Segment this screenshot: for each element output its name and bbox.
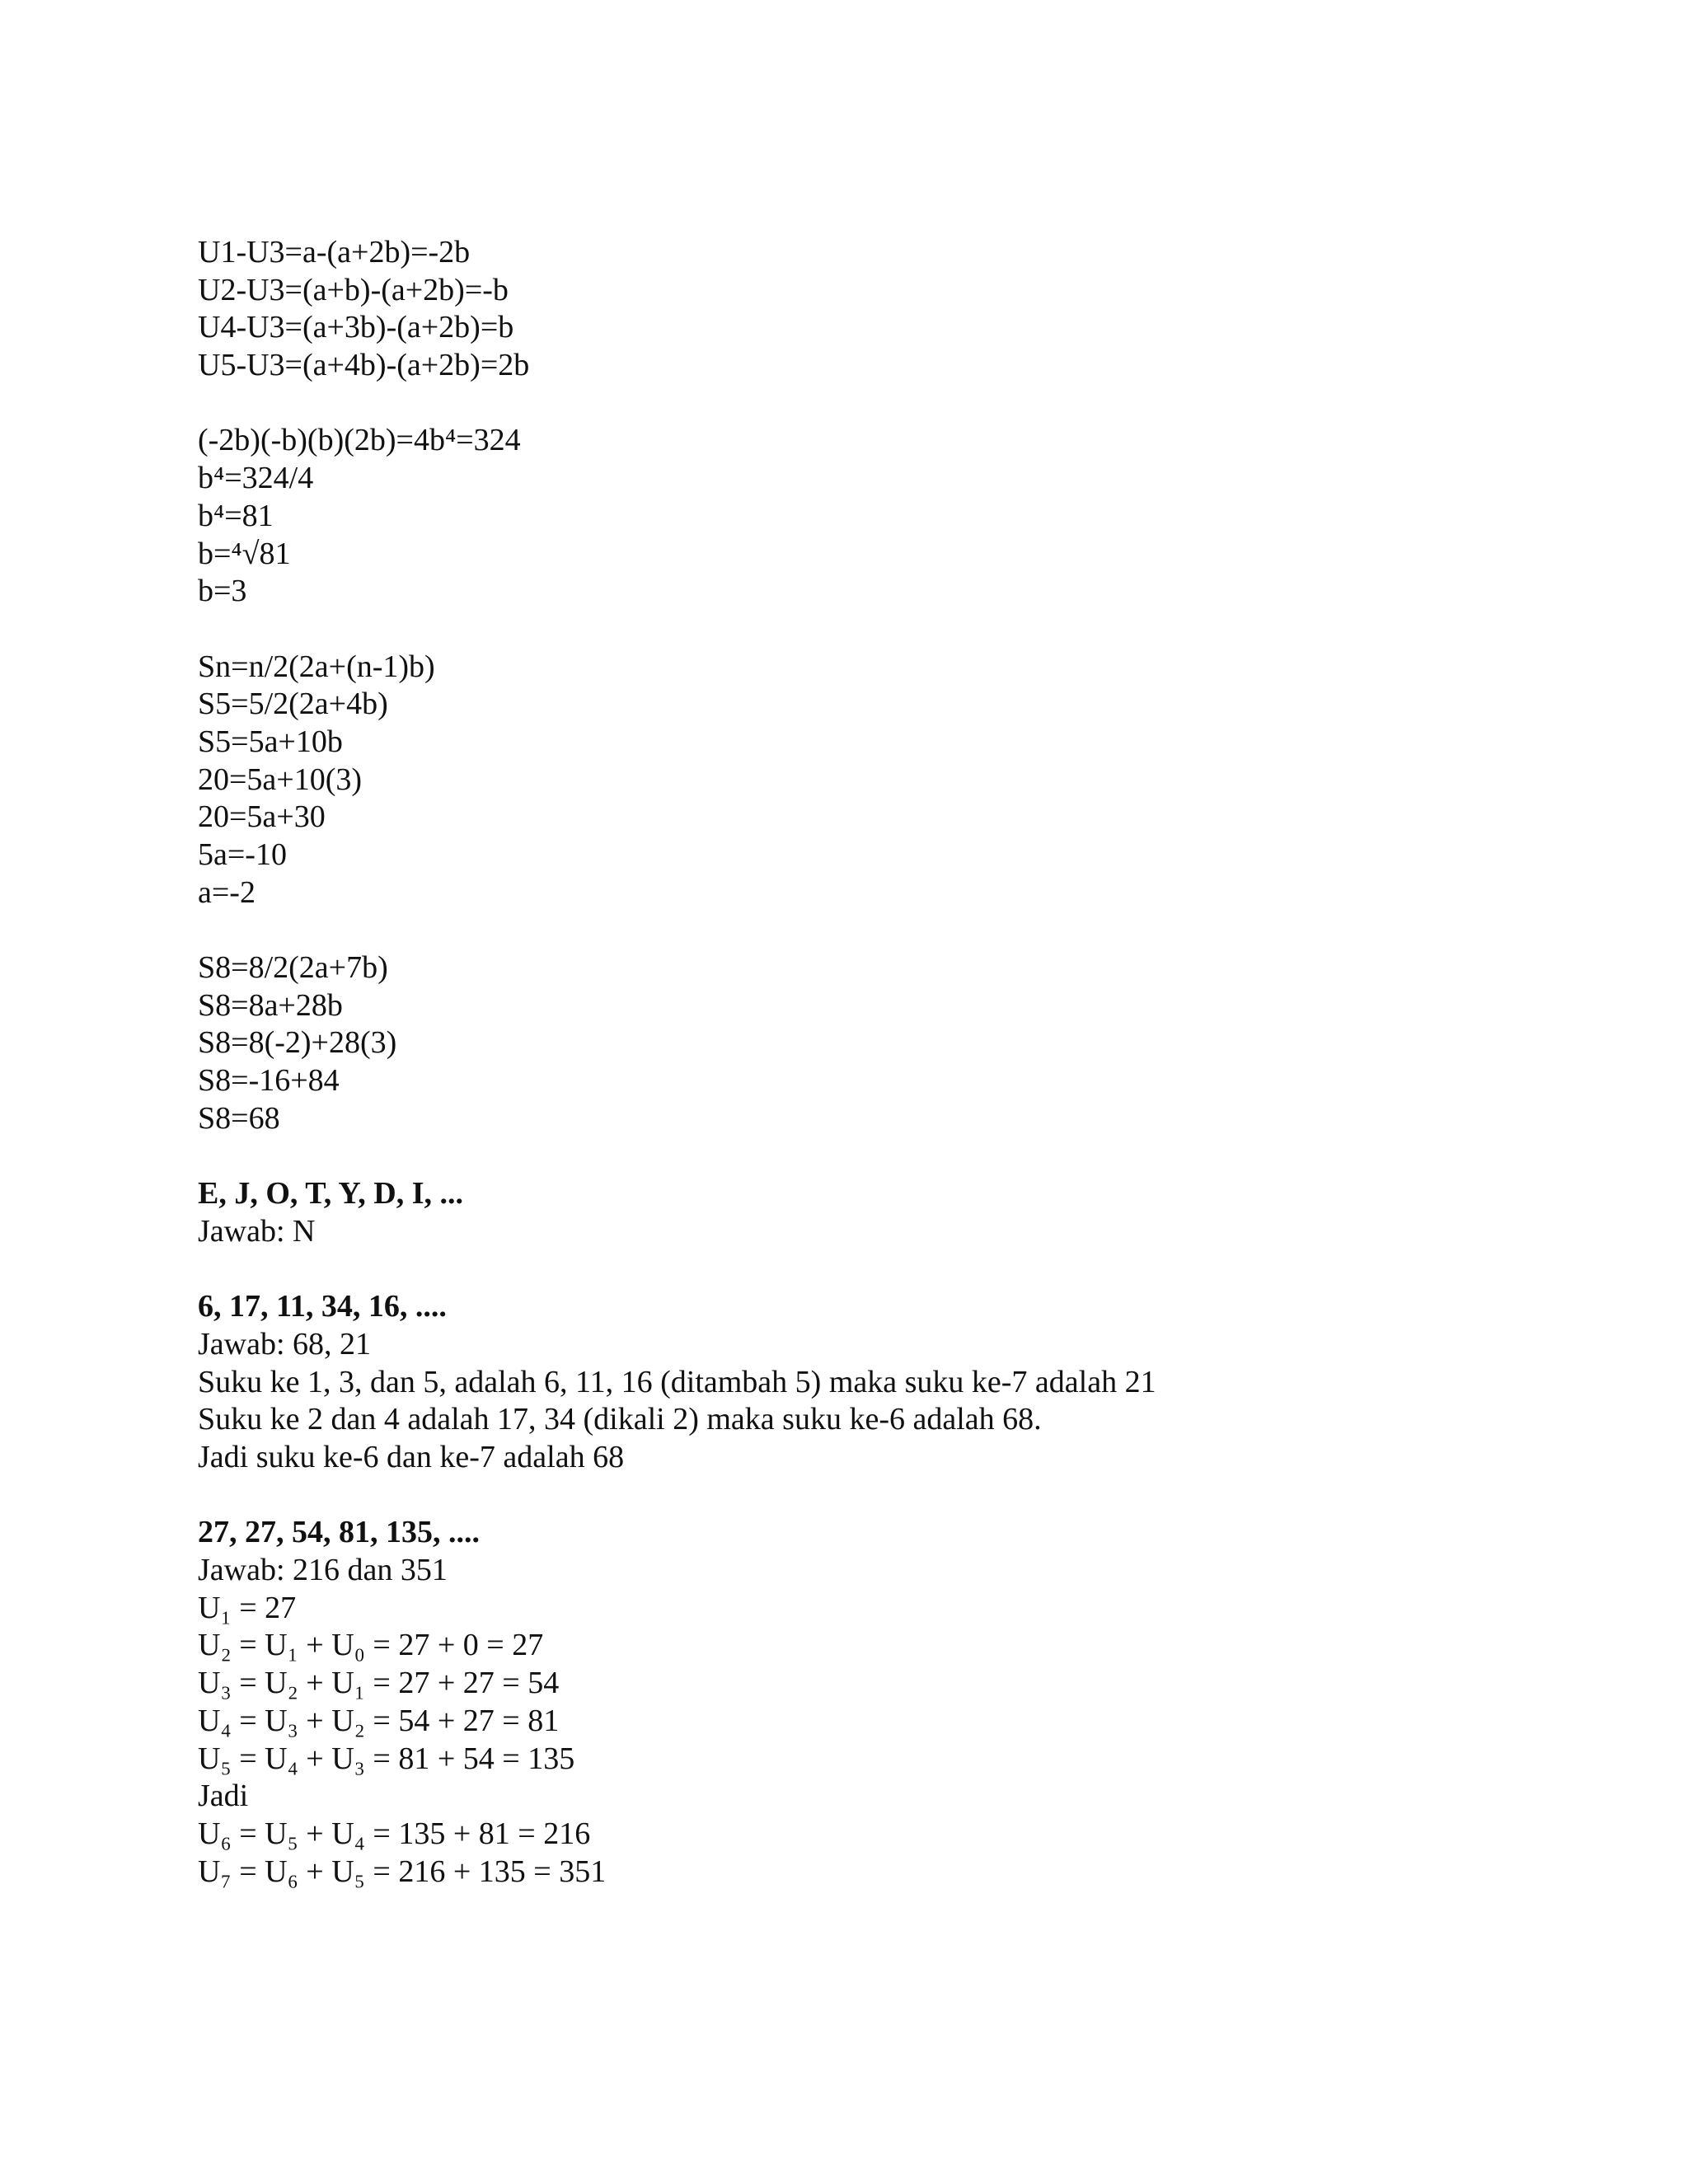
text-line: Suku ke 1, 3, dan 5, adalah 6, 11, 16 (ditambah 5) maka suku ke-7 adalah 21 [198, 1364, 1156, 1399]
text-line: S8=8(-2)+28(3) [198, 1025, 397, 1061]
block-spacer [198, 1251, 1599, 1289]
block-spacer [198, 1138, 1599, 1176]
text-line: (-2b)(-b)(b)(2b)=4b⁴=324 [198, 423, 521, 458]
text-line: b⁴=324/4 [198, 461, 314, 496]
text-line: U₁ = 27 [198, 1590, 297, 1625]
text-block [198, 649, 1599, 912]
block-spacer [198, 385, 1599, 423]
text-line: 5a=-10 [198, 837, 287, 872]
text-line: U2-U3=(a+b)-(a+2b)=-b [198, 272, 509, 307]
text-block [198, 1175, 1599, 1250]
problem-heading: 6, 17, 11, 34, 16, .... [198, 1289, 447, 1324]
text-line: U₄ = U₃ + U₂ = 54 + 27 = 81 [198, 1703, 560, 1738]
block-spacer [198, 611, 1599, 649]
text-line: Jadi suku ke-6 dan ke-7 adalah 68 [198, 1440, 625, 1474]
text-line: U5-U3=(a+4b)-(a+2b)=2b [198, 348, 530, 383]
text-line: b=⁴√81 [198, 536, 291, 571]
text-block [198, 234, 1599, 385]
text-line: b⁴=81 [198, 498, 274, 533]
text-line: Jawab: N [198, 1213, 316, 1249]
text-block [198, 1514, 1599, 1891]
text-line: a=-2 [198, 874, 256, 910]
text-line: Jadi [198, 1779, 249, 1814]
text-line: Jawab: 216 dan 351 [198, 1553, 448, 1588]
text-line: Sn=n/2(2a+(n-1)b) [198, 649, 435, 684]
text-line: U₇ = U₆ + U₅ = 216 + 135 = 351 [198, 1854, 607, 1889]
block-spacer [198, 912, 1599, 949]
text-line: 20=5a+10(3) [198, 762, 363, 797]
text-line: U₃ = U₂ + U₁ = 27 + 27 = 54 [198, 1666, 560, 1701]
text-line: b=3 [198, 574, 247, 609]
text-line: U1-U3=a-(a+2b)=-2b [198, 235, 471, 269]
text-line: Suku ke 2 dan 4 adalah 17, 34 (dikali 2) maka suku ke-6 adalah 68. [198, 1402, 1042, 1437]
text-line: U4-U3=(a+3b)-(a+2b)=b [198, 310, 514, 345]
text-line: U₅ = U₄ + U₃ = 81 + 54 = 135 [198, 1741, 575, 1776]
text-line: Jawab: 68, 21 [198, 1326, 372, 1361]
document-body [198, 234, 1599, 1891]
text-block [198, 949, 1599, 1137]
text-line: S8=8/2(2a+7b) [198, 950, 388, 986]
text-line: 20=5a+30 [198, 799, 326, 835]
text-line: U₆ = U₅ + U₄ = 135 + 81 = 216 [198, 1816, 591, 1851]
text-block [198, 1288, 1599, 1476]
text-line: S8=8a+28b [198, 987, 343, 1023]
text-line: S5=5a+10b [198, 724, 343, 759]
text-line: U₂ = U₁ + U₀ = 27 + 0 = 27 [198, 1628, 544, 1663]
block-spacer [198, 1477, 1599, 1515]
text-line: S8=-16+84 [198, 1063, 340, 1099]
text-block [198, 422, 1599, 610]
text-line: S8=68 [198, 1100, 280, 1136]
problem-heading: 27, 27, 54, 81, 135, .... [198, 1515, 480, 1550]
problem-heading: E, J, O, T, Y, D, I, ... [198, 1176, 464, 1212]
text-line: S5=5/2(2a+4b) [198, 687, 388, 722]
